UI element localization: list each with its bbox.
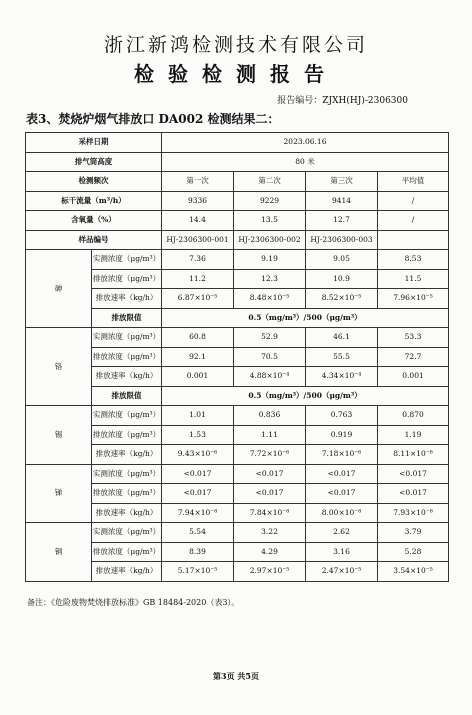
measurement-label: 实测浓度（μg/m³）: [92, 523, 162, 543]
measurement-value: 7.18×10⁻⁶: [306, 445, 378, 465]
measurement-label: 实测浓度（μg/m³）: [92, 406, 162, 426]
measurement-value: 9.05: [306, 250, 378, 270]
row-frequency: [26, 172, 449, 192]
measurement-value: 6.87×10⁻⁵: [162, 289, 234, 309]
measurement-value: 5.28: [378, 542, 449, 562]
measurement-value: 0.763: [306, 406, 378, 426]
measurement-row: [26, 406, 449, 426]
measurement-value: <0.017: [306, 464, 378, 484]
limit-value: 0.5（mg/m³）/500（μg/m³）: [162, 308, 449, 328]
measurement-value: 7.96×10⁻⁵: [378, 289, 449, 309]
table-caption: 表3、焚烧炉烟气排放口 DA002 检测结果二：: [26, 112, 280, 126]
freq-cell: 第一次: [162, 172, 234, 192]
sample-no-cell: HJ-2306300-001: [162, 230, 234, 250]
sampling-date-label: 采样日期: [26, 133, 162, 153]
measurement-value: 0.870: [378, 406, 449, 426]
measurement-value: <0.017: [378, 484, 449, 504]
measurement-value: 5.54: [162, 523, 234, 543]
measurement-value: 1.19: [378, 425, 449, 445]
measurement-value: 11.5: [378, 269, 449, 289]
measurement-value: 10.9: [306, 269, 378, 289]
measurement-value: 7.36: [162, 250, 234, 270]
measurement-value: 2.62: [306, 523, 378, 543]
dry-flow-cell: 9229: [234, 191, 306, 211]
measurement-value: 60.8: [162, 328, 234, 348]
dry-flow-cell: 9336: [162, 191, 234, 211]
measurement-label: 实测浓度（μg/m³）: [92, 464, 162, 484]
measurement-value: 8.52×10⁻⁵: [306, 289, 378, 309]
measurement-label: 排放速率（kg/h）: [92, 503, 162, 523]
measurement-value: 11.2: [162, 269, 234, 289]
measurement-value: 72.7: [378, 347, 449, 367]
measurement-value: 0.836: [234, 406, 306, 426]
results-table: [25, 132, 449, 582]
freq-cell: 平均值: [378, 172, 449, 192]
measurement-label: 排放速率（kg/h）: [92, 367, 162, 387]
measurement-label: 排放速率（kg/h）: [92, 562, 162, 582]
row-oxygen: [26, 211, 449, 231]
page-number: 第3页 共5页: [213, 671, 259, 681]
measurement-value: <0.017: [306, 484, 378, 504]
measurement-value: 7.72×10⁻⁶: [234, 445, 306, 465]
measurement-label: 排放浓度（μg/m³）: [92, 425, 162, 445]
freq-cell: 第三次: [306, 172, 378, 192]
measurement-value: 46.1: [306, 328, 378, 348]
sampling-date-value: 2023.06.16: [162, 133, 449, 153]
report-number: 报告编号：ZJXH(HJ)-2306300: [277, 96, 408, 106]
stack-height-label: 排气筒高度: [26, 152, 162, 172]
dry-flow-label: 标干流量（m³/h）: [26, 191, 162, 211]
measurement-label: 排放浓度（μg/m³）: [92, 542, 162, 562]
row-dry-flow: [26, 191, 449, 211]
measurement-label: 排放速率（kg/h）: [92, 445, 162, 465]
measurement-value: 53.3: [378, 328, 449, 348]
measurement-value: <0.017: [234, 464, 306, 484]
measurement-value: 5.17×10⁻⁵: [162, 562, 234, 582]
measurement-row: [26, 523, 449, 543]
measurement-label: 排放浓度（μg/m³）: [92, 347, 162, 367]
measurement-label: 实测浓度（μg/m³）: [92, 328, 162, 348]
pollutant-name: 砷: [26, 250, 92, 328]
frequency-label: 检测频次: [26, 172, 162, 192]
measurement-value: 70.5: [234, 347, 306, 367]
limit-label: 排放限值: [92, 308, 162, 328]
measurement-value: 4.34×10⁻⁴: [306, 367, 378, 387]
sample-no-label: 样品编号: [26, 230, 162, 250]
measurement-value: 3.16: [306, 542, 378, 562]
sample-no-cell: HJ-2306300-003: [306, 230, 378, 250]
measurement-value: 3.22: [234, 523, 306, 543]
sample-no-cell: HJ-2306300-002: [234, 230, 306, 250]
report-title: 检验检测报告: [134, 62, 338, 86]
measurement-label: 排放速率（kg/h）: [92, 289, 162, 309]
measurement-value: <0.017: [378, 464, 449, 484]
measurement-value: 0.001: [162, 367, 234, 387]
footnote: 备注：《危险废物焚烧排放标准》GB 18484-2020（表3）。: [27, 598, 240, 607]
oxygen-cell: 12.7: [306, 211, 378, 231]
dry-flow-cell: /: [378, 191, 449, 211]
company-name: 浙江新鸿检测技术有限公司: [103, 34, 368, 56]
measurement-row: [26, 464, 449, 484]
measurement-value: 1.53: [162, 425, 234, 445]
measurement-value: 2.97×10⁻⁵: [234, 562, 306, 582]
measurement-label: 实测浓度（μg/m³）: [92, 250, 162, 270]
measurement-value: 92.1: [162, 347, 234, 367]
pollutant-name: 铬: [26, 328, 92, 406]
measurement-value: 0.919: [306, 425, 378, 445]
measurement-row: [26, 250, 449, 270]
row-sample-no: [26, 230, 449, 250]
measurement-value: 55.5: [306, 347, 378, 367]
measurement-value: 4.88×10⁻⁴: [234, 367, 306, 387]
measurement-value: 7.84×10⁻⁸: [234, 503, 306, 523]
measurement-value: 8.48×10⁻⁵: [234, 289, 306, 309]
oxygen-cell: 14.4: [162, 211, 234, 231]
measurement-value: 8.53: [378, 250, 449, 270]
measurement-value: 8.11×10⁻⁶: [378, 445, 449, 465]
measurement-value: 1.01: [162, 406, 234, 426]
measurement-value: <0.017: [162, 464, 234, 484]
dry-flow-cell: 9414: [306, 191, 378, 211]
measurement-value: 7.94×10⁻⁸: [162, 503, 234, 523]
row-stack-height: [26, 152, 449, 172]
oxygen-cell: /: [378, 211, 449, 231]
pollutant-name: 铜: [26, 523, 92, 582]
measurement-value: 7.93×10⁻⁸: [378, 503, 449, 523]
measurement-value: <0.017: [162, 484, 234, 504]
limit-label: 排放限值: [92, 386, 162, 406]
measurement-value: 9.19: [234, 250, 306, 270]
pollutant-name: 锑: [26, 464, 92, 523]
measurement-value: 3.79: [378, 523, 449, 543]
measurement-value: 12.3: [234, 269, 306, 289]
sample-no-cell: [378, 230, 449, 250]
measurement-value: 0.001: [378, 367, 449, 387]
limit-value: 0.5（mg/m³）/500（μg/m³）: [162, 386, 449, 406]
stack-height-value: 80 米: [162, 152, 449, 172]
oxygen-label: 含氧量（%）: [26, 211, 162, 231]
pollutant-name: 锡: [26, 406, 92, 465]
measurement-value: 9.43×10⁻⁶: [162, 445, 234, 465]
measurement-label: 排放浓度（μg/m³）: [92, 269, 162, 289]
measurement-value: 2.47×10⁻⁵: [306, 562, 378, 582]
measurement-value: 1.11: [234, 425, 306, 445]
oxygen-cell: 13.5: [234, 211, 306, 231]
measurement-value: 4.29: [234, 542, 306, 562]
measurement-value: 8.39: [162, 542, 234, 562]
row-sampling-date: [26, 133, 449, 153]
measurement-row: [26, 328, 449, 348]
measurement-value: 8.00×10⁻⁸: [306, 503, 378, 523]
measurement-label: 排放浓度（μg/m³）: [92, 484, 162, 504]
measurement-value: 52.9: [234, 328, 306, 348]
measurement-value: <0.017: [234, 484, 306, 504]
freq-cell: 第二次: [234, 172, 306, 192]
measurement-value: 3.54×10⁻⁵: [378, 562, 449, 582]
